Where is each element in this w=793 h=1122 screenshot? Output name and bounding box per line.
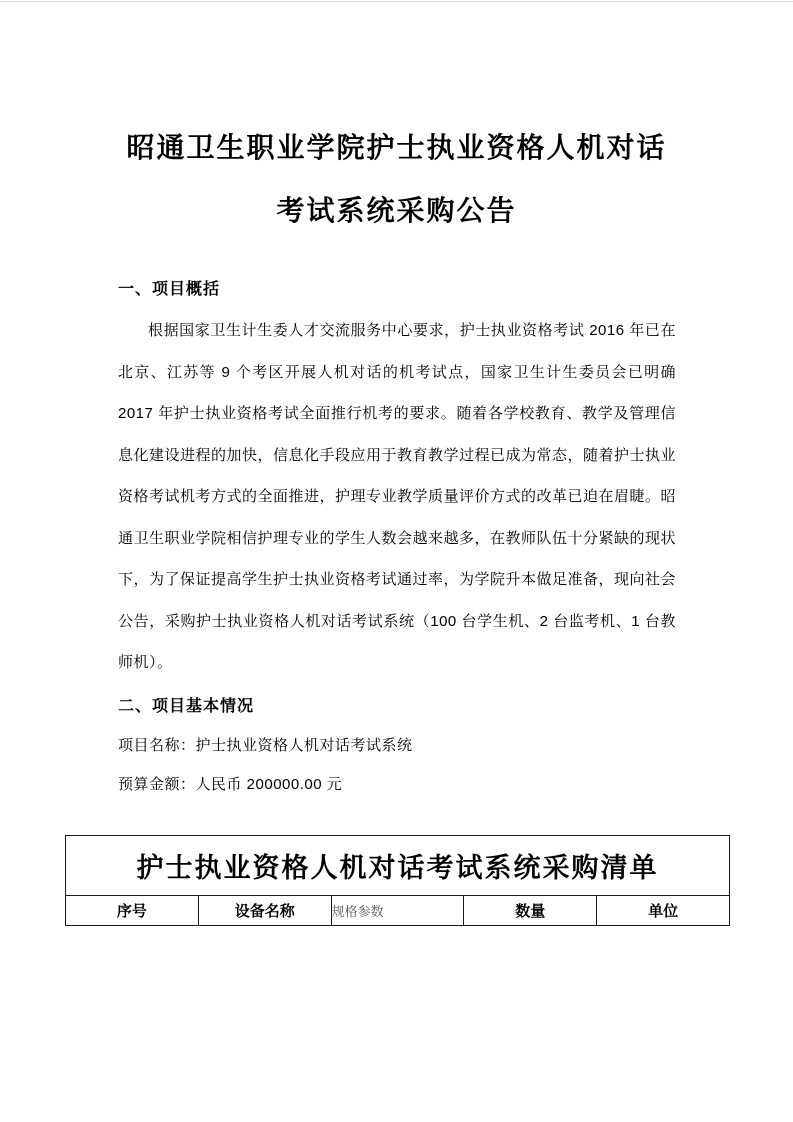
- page-top-edge-line: [0, 1, 793, 2]
- budget-amount-line: 预算金额：人民币 200000.00 元: [118, 775, 343, 793]
- column-header-spec-params: 规格参数: [331, 895, 464, 925]
- column-header-seq: 序号: [66, 895, 199, 925]
- section-overview-paragraph: 根据国家卫生计生委人才交流服务中心要求，护士执业资格考试 2016 年已在北京、江苏等 9 个考区开展人机对话的机考试点，国家卫生计生委员会已明确 2017 年护士执业资格考试全面推行机考的要求。随着各学校教育、教学及管理信息化建设进程的加快，信息化手段应用于教育教学过程已成为常态，随着护士执业资格考试机考方式的全面推进，护理专业教学质量评价方式的改革已迫在眉睫。昭通卫生职业学院相信护理专业的学生人数会越来越多，在教师队伍十分紧缺的现状下，为了保证提高学生护士执业资格考试通过率，为学院升本做足准备，现向社会公告，采购护士执业资格人机对话考试系统（100 台学生机、2 台监考机、1 台教师机）。: [118, 322, 677, 671]
- document-body: [0, 279, 793, 793]
- document-title-line-2: 考试系统采购公告: [276, 195, 517, 226]
- document-title-line-1: 昭通卫生职业学院护士执业资格人机对话: [126, 132, 667, 163]
- section-basics-heading: 二、项目基本情况: [118, 697, 255, 715]
- purchase-table-container: [65, 835, 793, 926]
- purchase-table-header-row: [66, 895, 730, 925]
- purchase-table-title: 护士执业资格人机对话考试系统采购清单: [66, 835, 730, 895]
- column-header-quantity: 数量: [464, 895, 597, 925]
- section-overview-heading: 一、项目概括: [118, 281, 221, 298]
- column-header-device-name: 设备名称: [198, 895, 331, 925]
- project-name-line: 项目名称：护士执业资格人机对话考试系统: [118, 736, 413, 754]
- document-title: [0, 0, 793, 242]
- purchase-table-title-row: [66, 835, 730, 895]
- column-header-unit: 单位: [597, 895, 730, 925]
- purchase-table: [65, 835, 730, 926]
